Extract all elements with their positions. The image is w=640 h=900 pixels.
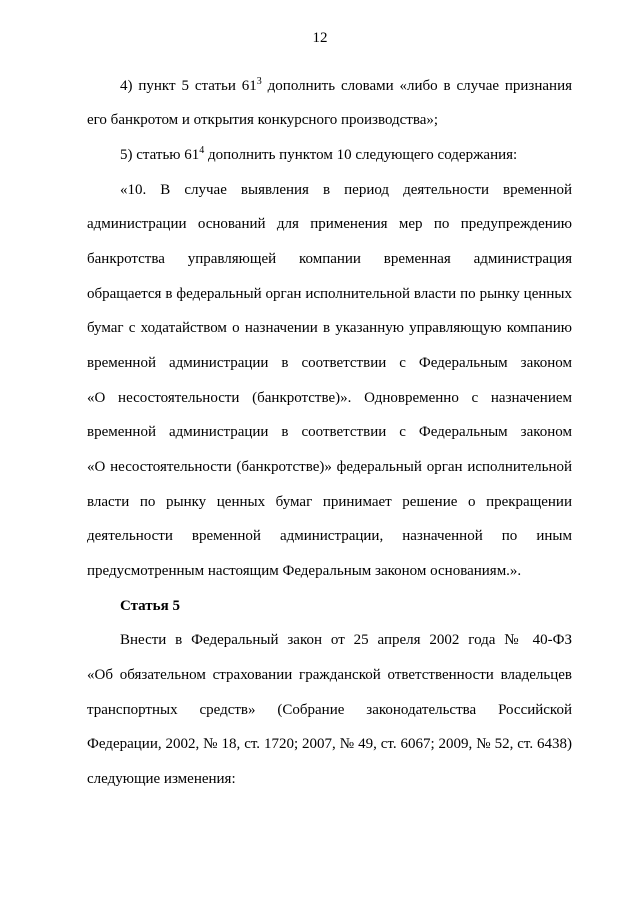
article-5-line: Федерации, 2002, № 18, ст. 1720; 2007, № 49, ст. 6067; 2009, № 52, ст. 6438)	[87, 736, 572, 752]
clause-10-line: временной администрации в соответствии с Федеральным законом	[87, 424, 572, 440]
clause-10-line: банкротства управляющей компании временная администрация	[87, 251, 572, 267]
clause-10-line: «10. В случае выявления в период деятельности временной	[120, 182, 572, 198]
item-5-text-end: дополнить пунктом 10 следующего содержания:	[204, 147, 518, 163]
item-4-line-2: его банкротом и открытия конкурсного производства»;	[87, 112, 439, 128]
item-5-text-start: 5) статью 61	[120, 147, 200, 163]
item-5-superscript: 4	[199, 145, 205, 156]
clause-10-line: «О несостоятельности (банкротстве)» федеральный орган исполнительной	[87, 459, 572, 475]
item-4-text-end: дополнить словами «либо в случае признания	[261, 78, 572, 94]
clause-10-line: временной администрации в соответствии с Федеральным законом	[87, 355, 572, 371]
item-5-line	[120, 145, 517, 165]
clause-10-line: «О несостоятельности (банкротстве)». Одновременно с назначением	[87, 390, 572, 406]
clause-10-line: бумаг с ходатайством о назначении в указанную управляющую компанию	[87, 320, 572, 336]
item-4-text-start: 4) пункт 5 статьи 61	[120, 78, 257, 94]
item-4-superscript: 3	[256, 76, 262, 87]
page-number: 12	[312, 30, 328, 46]
article-5-heading: Статья 5	[120, 598, 180, 614]
clause-10-line: предусмотренным настоящим Федеральным законом основаниям.».	[87, 563, 522, 579]
article-5-line: Внести в Федеральный закон от 25 апреля 2002 года № 40-ФЗ	[120, 632, 572, 648]
article-5-line: «Об обязательном страховании гражданской ответственности владельцев	[87, 667, 572, 683]
item-4-line-1	[120, 76, 572, 96]
clause-10-line: власти по рынку ценных бумаг принимает решение о прекращении	[87, 494, 572, 510]
article-5-line: транспортных средств» (Собрание законодательства Российской	[87, 702, 572, 718]
clause-10-line: деятельности временной администрации, назначенной по иным	[87, 528, 572, 544]
clause-10-line: обращается в федеральный орган исполнительной власти по рынку ценных	[87, 286, 572, 302]
clause-10-line: администрации оснований для применения мер по предупреждению	[87, 216, 572, 232]
article-5-line: следующие изменения:	[87, 771, 236, 787]
